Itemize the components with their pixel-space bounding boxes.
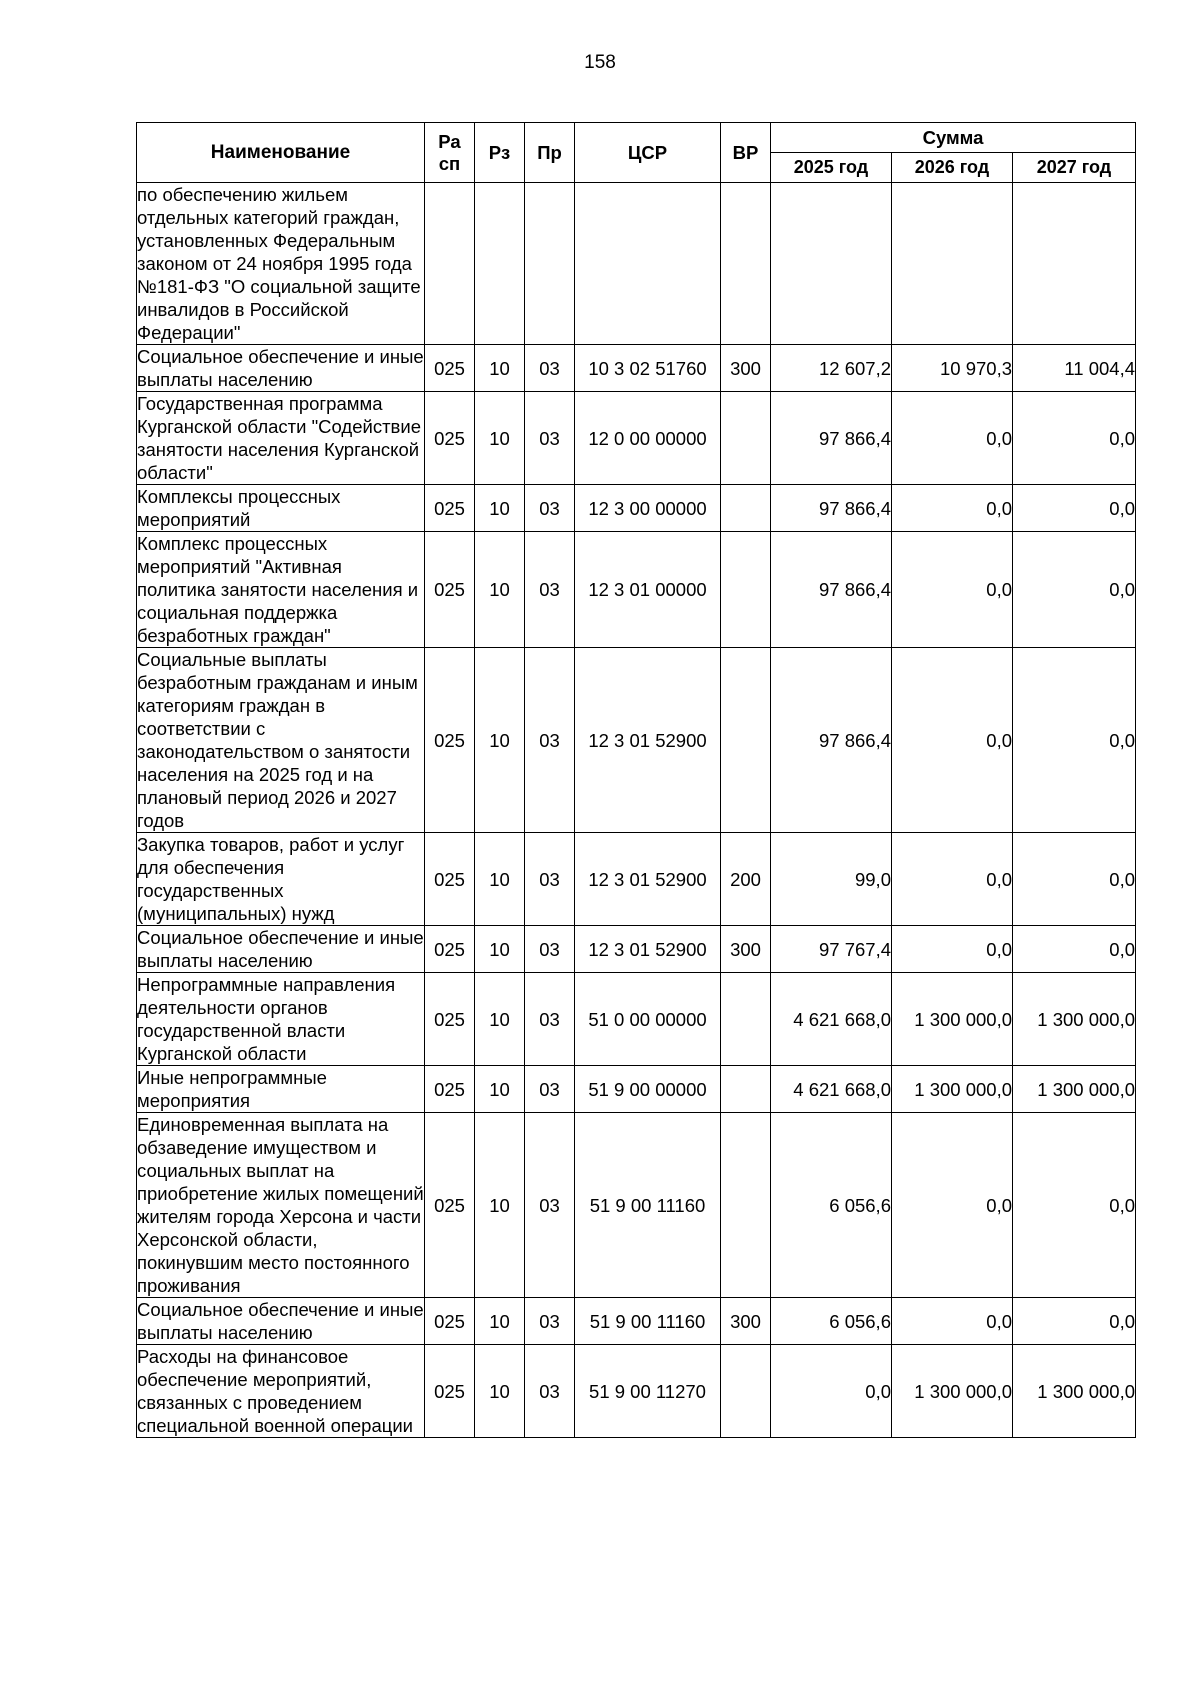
row-name: Социальные выплаты безработным гражданам и иным категориям граждан в соответствии с законодательством о занятости населения на 2025 год и на плановый период 2026 и 2027 годов <box>137 648 425 833</box>
row-csr: 51 9 00 00000 <box>575 1066 721 1113</box>
row-rasp: 025 <box>425 1345 475 1438</box>
row-vr: 300 <box>721 1298 771 1345</box>
header-csr: ЦСР <box>575 123 721 183</box>
row-vr <box>721 485 771 532</box>
row-sum-2025: 97 866,4 <box>771 392 892 485</box>
row-name: Непрограммные направления деятельности органов государственной власти Курганской области <box>137 973 425 1066</box>
row-sum-2026: 1 300 000,0 <box>892 1345 1013 1438</box>
row-name: Комплекс процессных мероприятий "Активная политика занятости населения и социальная поддержка безработных граждан" <box>137 532 425 648</box>
row-vr <box>721 392 771 485</box>
row-sum-2025: 0,0 <box>771 1345 892 1438</box>
header-vr: ВР <box>721 123 771 183</box>
row-sum-2027: 0,0 <box>1013 926 1136 973</box>
row-sum-2026: 0,0 <box>892 1298 1013 1345</box>
table-row <box>137 1298 1136 1345</box>
row-rasp: 025 <box>425 1066 475 1113</box>
row-sum-2025: 12 607,2 <box>771 345 892 392</box>
row-pr: 03 <box>525 392 575 485</box>
row-sum-2027 <box>1013 183 1136 345</box>
row-pr: 03 <box>525 1345 575 1438</box>
row-name: Расходы на финансовое обеспечение мероприятий, связанных с проведением специальной военной операции <box>137 1345 425 1438</box>
row-rz: 10 <box>475 1345 525 1438</box>
row-sum-2026: 1 300 000,0 <box>892 973 1013 1066</box>
table-row <box>137 392 1136 485</box>
row-csr: 51 0 00 00000 <box>575 973 721 1066</box>
header-rasp-line1: Ра <box>438 130 461 152</box>
table-row <box>137 1066 1136 1113</box>
row-rasp: 025 <box>425 1298 475 1345</box>
row-vr <box>721 973 771 1066</box>
row-csr: 12 3 01 00000 <box>575 532 721 648</box>
row-vr <box>721 648 771 833</box>
row-rz: 10 <box>475 973 525 1066</box>
header-sum: Сумма <box>771 123 1136 153</box>
row-sum-2027: 0,0 <box>1013 1113 1136 1298</box>
row-sum-2026: 0,0 <box>892 648 1013 833</box>
table-header <box>137 123 1136 183</box>
row-name: Комплексы процессных мероприятий <box>137 485 425 532</box>
row-csr: 51 9 00 11270 <box>575 1345 721 1438</box>
header-name: Наименование <box>137 123 425 183</box>
row-name: Иные непрограммные мероприятия <box>137 1066 425 1113</box>
row-name: по обеспечению жильем отдельных категорий граждан, установленных Федеральным законом от 24 ноября 1995 года №181-ФЗ "О социальной защите инвалидов в Российской Федерации" <box>137 183 425 345</box>
row-csr: 12 3 01 52900 <box>575 648 721 833</box>
row-csr <box>575 183 721 345</box>
table-row <box>137 973 1136 1066</box>
row-csr: 12 3 01 52900 <box>575 833 721 926</box>
header-rasp-line2: сп <box>438 152 461 174</box>
row-sum-2025: 4 621 668,0 <box>771 973 892 1066</box>
table-row <box>137 345 1136 392</box>
row-rz: 10 <box>475 648 525 833</box>
row-rz: 10 <box>475 833 525 926</box>
row-vr <box>721 1345 771 1438</box>
row-sum-2027: 0,0 <box>1013 833 1136 926</box>
row-sum-2025: 97 866,4 <box>771 532 892 648</box>
row-sum-2027: 0,0 <box>1013 648 1136 833</box>
row-rz: 10 <box>475 1066 525 1113</box>
header-year-2026: 2026 год <box>892 153 1013 183</box>
row-vr <box>721 1113 771 1298</box>
table-row <box>137 1113 1136 1298</box>
header-year-2027: 2027 год <box>1013 153 1136 183</box>
header-year-2025: 2025 год <box>771 153 892 183</box>
row-sum-2027: 0,0 <box>1013 392 1136 485</box>
row-pr <box>525 183 575 345</box>
row-vr: 200 <box>721 833 771 926</box>
table-row <box>137 833 1136 926</box>
table-row <box>137 532 1136 648</box>
row-pr: 03 <box>525 345 575 392</box>
row-name: Социальное обеспечение и иные выплаты населению <box>137 927 424 971</box>
row-sum-2025: 97 866,4 <box>771 648 892 833</box>
row-rz: 10 <box>475 485 525 532</box>
row-sum-2026 <box>892 183 1013 345</box>
row-pr: 03 <box>525 833 575 926</box>
row-sum-2027: 1 300 000,0 <box>1013 973 1136 1066</box>
row-csr: 12 3 00 00000 <box>575 485 721 532</box>
row-pr: 03 <box>525 648 575 833</box>
row-rasp: 025 <box>425 1113 475 1298</box>
row-rasp: 025 <box>425 648 475 833</box>
row-rasp: 025 <box>425 926 475 973</box>
row-csr: 51 9 00 11160 <box>575 1113 721 1298</box>
row-pr: 03 <box>525 1113 575 1298</box>
row-sum-2027: 11 004,4 <box>1013 345 1136 392</box>
row-rz: 10 <box>475 1298 525 1345</box>
row-rasp: 025 <box>425 392 475 485</box>
row-rz: 10 <box>475 392 525 485</box>
row-rasp: 025 <box>425 532 475 648</box>
row-sum-2027: 0,0 <box>1013 485 1136 532</box>
row-rasp: 025 <box>425 345 475 392</box>
row-csr: 12 0 00 00000 <box>575 392 721 485</box>
table-row <box>137 485 1136 532</box>
table-row <box>137 1345 1136 1438</box>
row-rz: 10 <box>475 926 525 973</box>
row-rasp: 025 <box>425 973 475 1066</box>
row-rasp <box>425 183 475 345</box>
budget-table <box>136 122 1136 1438</box>
row-rz <box>475 183 525 345</box>
row-pr: 03 <box>525 1298 575 1345</box>
row-sum-2025: 6 056,6 <box>771 1298 892 1345</box>
row-sum-2026: 0,0 <box>892 1113 1013 1298</box>
row-sum-2027: 0,0 <box>1013 1298 1136 1345</box>
row-rz: 10 <box>475 532 525 648</box>
row-pr: 03 <box>525 926 575 973</box>
row-pr: 03 <box>525 1066 575 1113</box>
row-vr <box>721 1066 771 1113</box>
table-row <box>137 183 1136 345</box>
header-pr: Пр <box>525 123 575 183</box>
row-sum-2025 <box>771 183 892 345</box>
row-name: Государственная программа Курганской области "Содействие занятости населения Курганской области" <box>137 392 425 485</box>
row-sum-2026: 0,0 <box>892 392 1013 485</box>
row-sum-2026: 0,0 <box>892 833 1013 926</box>
row-vr <box>721 532 771 648</box>
row-sum-2026: 10 970,3 <box>892 345 1013 392</box>
row-sum-2026: 0,0 <box>892 532 1013 648</box>
row-sum-2027: 0,0 <box>1013 532 1136 648</box>
row-sum-2025: 6 056,6 <box>771 1113 892 1298</box>
header-rasp <box>425 123 475 183</box>
row-pr: 03 <box>525 532 575 648</box>
row-name: Социальное обеспечение и иные выплаты населению <box>137 1299 424 1343</box>
row-sum-2025: 99,0 <box>771 833 892 926</box>
row-rasp: 025 <box>425 833 475 926</box>
row-csr: 10 3 02 51760 <box>575 345 721 392</box>
page-number: 158 <box>584 52 616 73</box>
row-vr <box>721 183 771 345</box>
row-sum-2026: 1 300 000,0 <box>892 1066 1013 1113</box>
row-rasp: 025 <box>425 485 475 532</box>
row-name: Закупка товаров, работ и услуг для обеспечения государственных (муниципальных) нужд <box>137 833 425 926</box>
row-sum-2026: 0,0 <box>892 485 1013 532</box>
row-pr: 03 <box>525 973 575 1066</box>
row-name: Единовременная выплата на обзаведение имуществом и социальных выплат на приобретение жилых помещений жителям города Херсона и части Херсонской области, покинувшим место постоянного проживания <box>137 1114 424 1296</box>
row-csr: 51 9 00 11160 <box>575 1298 721 1345</box>
row-vr: 300 <box>721 926 771 973</box>
row-sum-2027: 1 300 000,0 <box>1013 1345 1136 1438</box>
row-csr: 12 3 01 52900 <box>575 926 721 973</box>
row-sum-2027: 1 300 000,0 <box>1013 1066 1136 1113</box>
row-pr: 03 <box>525 485 575 532</box>
table-row <box>137 648 1136 833</box>
row-sum-2025: 4 621 668,0 <box>771 1066 892 1113</box>
row-sum-2026: 0,0 <box>892 926 1013 973</box>
header-rz: Рз <box>475 123 525 183</box>
row-sum-2025: 97 767,4 <box>771 926 892 973</box>
row-sum-2025: 97 866,4 <box>771 485 892 532</box>
row-rz: 10 <box>475 1113 525 1298</box>
row-vr: 300 <box>721 345 771 392</box>
row-name: Социальное обеспечение и иные выплаты населению <box>137 346 424 390</box>
row-rz: 10 <box>475 345 525 392</box>
table-row <box>137 926 1136 973</box>
